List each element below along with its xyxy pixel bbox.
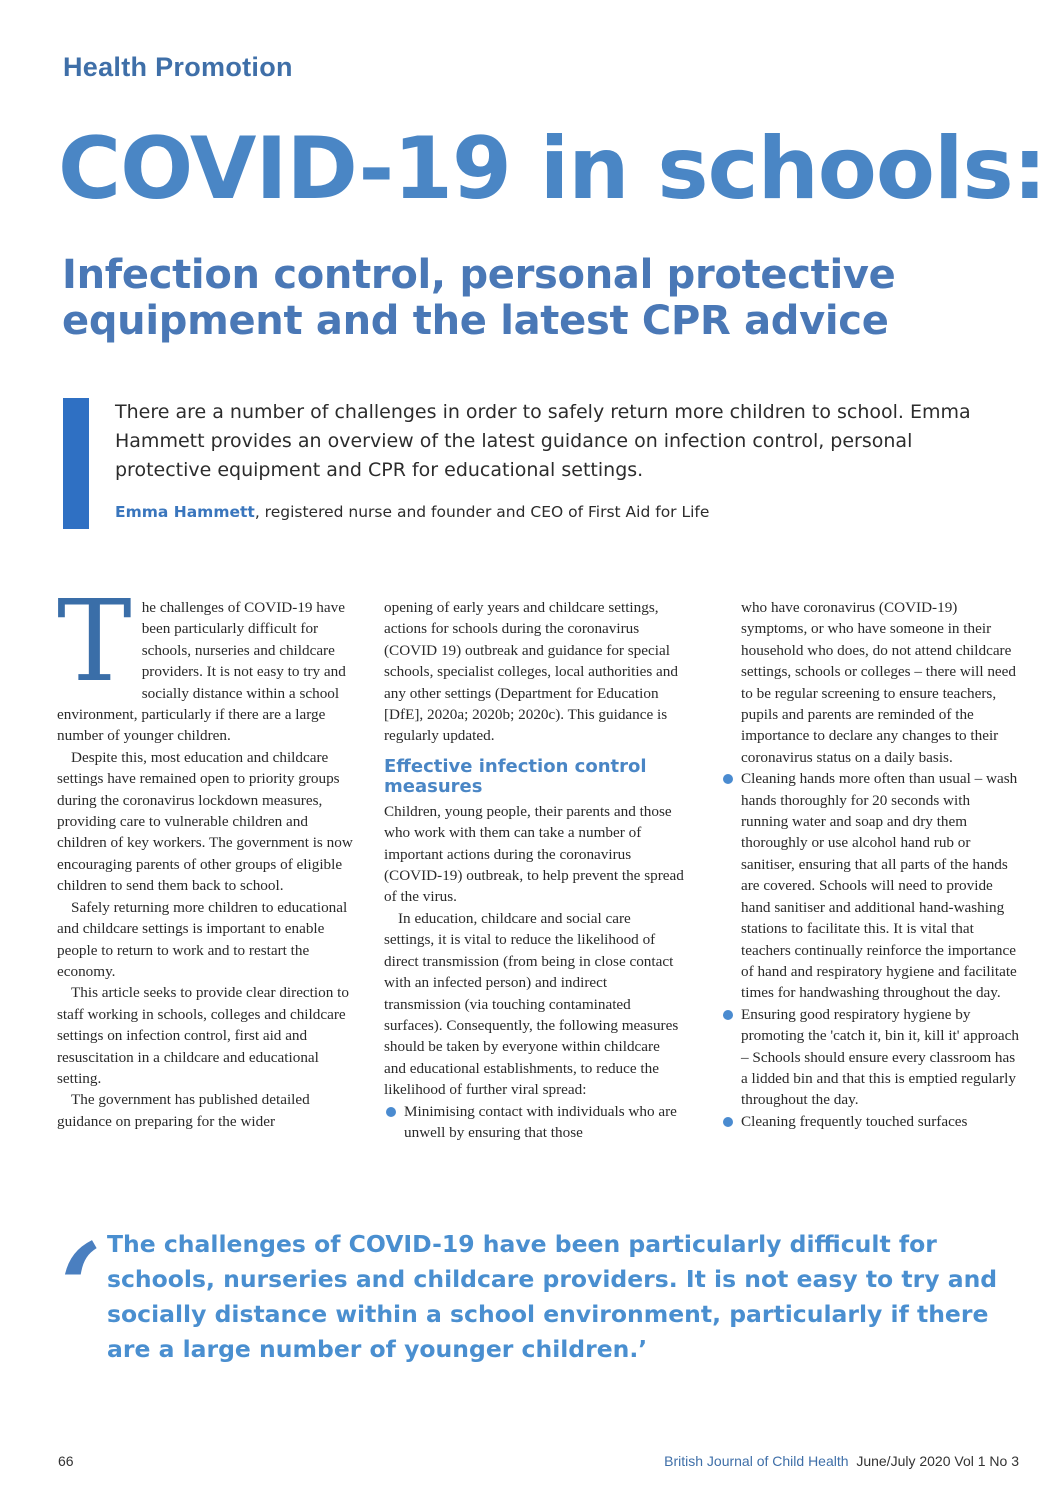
byline bbox=[115, 503, 995, 521]
bullet-item: Cleaning hands more often than usual – wash hands thoroughly for 20 seconds with running water and soap and dry them thoroughly or use alcohol hand rub or sanitiser, ensuring that all parts of the hands are covered. Schools will need to provide hand sanitiser and additional hand-washing stations to facilitate this. It is vital that teachers continually reinforce the importance of hand and respiratory hygiene and facilitate times for handwashing throughout the day. bbox=[721, 768, 1021, 1003]
body-paragraph: Safely returning more children to educational and childcare settings is important to enable people to return to work and to restart the economy. bbox=[57, 898, 348, 980]
standfirst: There are a number of challenges in order to safely return more children to school. Emma Hammett provides an overview of the latest guidance on infection control, personal protective equipment and CPR for educational settings. bbox=[115, 401, 971, 481]
bullet-dot-icon bbox=[723, 1010, 733, 1020]
body-paragraph: Despite this, most education and childcare settings have remained open to priority groups during the coronavirus lockdown measures, providing care to vulnerable children and children of key workers. The government is now encouraging parents of other groups of eligible children to send them back to school. bbox=[57, 748, 353, 895]
bullet-item-continued: who have coronavirus (COVID-19) symptoms, or who have someone in their household who does, do not attend childcare settings, schools or colleges – there will need to be regular screening to ensure teachers, pupils and parents are reminded of the importance to declare any changes to their coronavirus status on a daily basis. bbox=[741, 599, 1016, 766]
journal-issue: June/July 2020 Vol 1 No 3 bbox=[856, 1453, 1019, 1469]
body-paragraph: The government has published detailed guidance on preparing for the wider bbox=[57, 1091, 310, 1130]
bullet-item: Cleaning frequently touched surfaces bbox=[721, 1111, 1021, 1132]
standfirst-accent-bar bbox=[63, 398, 89, 529]
bullet-item: Ensuring good respiratory hygiene by promoting the 'catch it, bin it, kill it' approach – Schools should ensure every classroom has a lidded bin and that this is emptied regularly throughout the day. bbox=[721, 1004, 1021, 1111]
body-column-2 bbox=[384, 597, 684, 1143]
journal-footer bbox=[664, 1453, 1019, 1469]
pull-quote: The challenges of COVID-19 have been particularly difficult for schools, nurseries and childcare providers. It is not easy to try and socially distance within a school environment, particularly if there are a large number of younger children.’ bbox=[107, 1230, 998, 1363]
body-column-1 bbox=[57, 577, 357, 1132]
article-subtitle: Infection control, personal protective equipment and the latest CPR advice bbox=[62, 252, 896, 344]
bullet-item: Minimising contact with individuals who are unwell by ensuring that those bbox=[384, 1101, 684, 1144]
bullet-dot-icon bbox=[386, 1107, 396, 1117]
body-column-3 bbox=[721, 597, 1021, 1132]
author-role: , registered nurse and founder and CEO of First Aid for Life bbox=[254, 503, 710, 521]
page-number: 66 bbox=[58, 1453, 74, 1469]
body-paragraph: This article seeks to provide clear direction to staff working in schools, colleges and childcare settings on infection control, first aid and resuscitation in a childcare and educational setting. bbox=[57, 984, 349, 1087]
body-paragraph: Children, young people, their parents and those who work with them can take a number of important actions during the coronavirus (COVID-19) outbreak, to help prevent the spread of the virus. bbox=[384, 802, 684, 906]
section-label: Health Promotion bbox=[63, 52, 293, 82]
bullet-dot-icon bbox=[723, 774, 733, 784]
author-name: Emma Hammett bbox=[115, 503, 255, 521]
body-paragraph: The challenges of COVID-19 have been particularly difficult for schools, nurseries and childcare providers. It is not easy to try and socially distance within a school environment, particularly if there are a large number of younger children. bbox=[57, 577, 346, 745]
drop-cap: T bbox=[57, 577, 132, 707]
journal-name: British Journal of Child Health bbox=[664, 1453, 849, 1469]
body-paragraph: opening of early years and childcare settings, actions for schools during the coronavirus (COVID 19) outbreak and guidance for special schools, specialist colleges, local authorities and any other settings (Department for Education [DfE], 2020a; 2020b; 2020c). This guidance is regularly updated. bbox=[384, 599, 678, 745]
bullet-dot-icon bbox=[723, 1117, 733, 1127]
section-heading: Effective infection control measures bbox=[384, 755, 647, 797]
article-title: COVID-19 in schools: bbox=[58, 119, 1047, 219]
body-paragraph: In education, childcare and social care settings, it is vital to reduce the likelihood of direct transmission (from being in close contact with an infected person) and indirect transmission (via touching contaminated surfaces). Consequently, the following measures should be taken by everyone within childcare and educational establishments, to reduce the likelihood of further viral spread: bbox=[384, 909, 679, 1099]
bullet-list bbox=[384, 1101, 684, 1144]
bullet-list bbox=[721, 597, 1021, 1132]
quote-mark-icon: ‘ bbox=[60, 1217, 102, 1358]
